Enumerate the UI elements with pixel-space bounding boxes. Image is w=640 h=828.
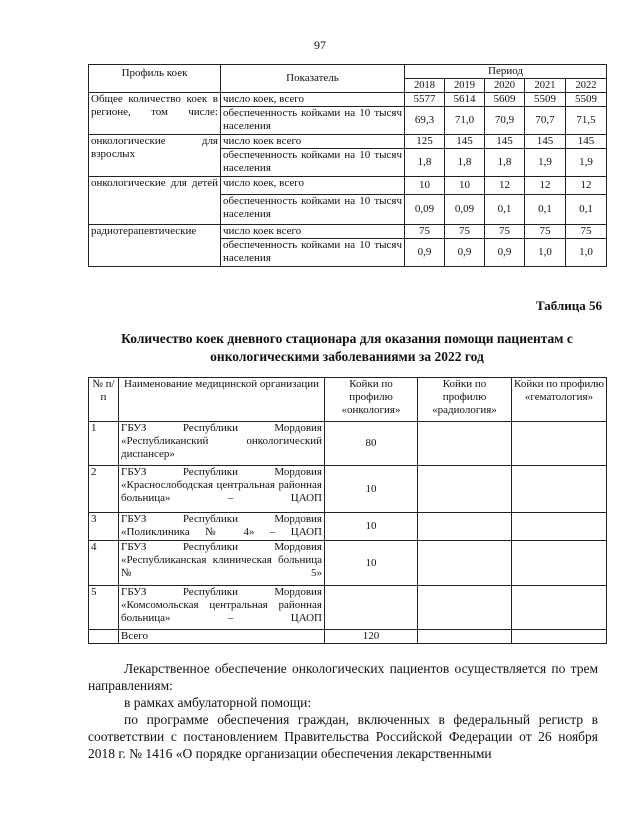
value-cell: 5509 (566, 93, 607, 107)
indicator-cell: число коек, всего (221, 177, 405, 195)
value-cell: 71,0 (445, 107, 485, 135)
value-cell: 69,3 (405, 107, 445, 135)
beds-profile-table (88, 64, 607, 267)
value-cell: 10 (405, 177, 445, 195)
hematology-beds (512, 541, 607, 586)
col-profile-header: Профиль коек (89, 65, 221, 93)
value-cell: 75 (445, 225, 485, 239)
col-number-header: № п/п (89, 378, 119, 422)
table-row (89, 135, 607, 149)
value-cell: 145 (445, 135, 485, 149)
value-cell: 125 (405, 135, 445, 149)
empty-cell (89, 630, 119, 644)
empty-cell (418, 630, 512, 644)
table-row (89, 422, 607, 466)
col-period-header: Период (405, 65, 607, 79)
total-row (89, 630, 607, 644)
value-cell: 0,9 (405, 239, 445, 267)
profile-cell: радиотерапевтические (89, 225, 221, 267)
value-cell: 75 (485, 225, 525, 239)
value-cell: 0,1 (525, 195, 566, 225)
year-header: 2020 (485, 79, 525, 93)
indicator-cell: число коек всего (221, 225, 405, 239)
organization-name: ГБУЗ Республики Мордовия «Республиканская клиническая больница № 5» (119, 541, 325, 586)
value-cell: 12 (485, 177, 525, 195)
year-header: 2022 (566, 79, 607, 93)
oncology-beds: 10 (325, 466, 418, 513)
value-cell: 145 (485, 135, 525, 149)
value-cell: 75 (405, 225, 445, 239)
value-cell: 1,8 (445, 149, 485, 177)
oncology-beds (325, 586, 418, 630)
row-number: 3 (89, 513, 119, 541)
value-cell: 0,9 (485, 239, 525, 267)
value-cell: 70,9 (485, 107, 525, 135)
table-row (89, 177, 607, 195)
value-cell: 0,1 (485, 195, 525, 225)
value-cell: 12 (525, 177, 566, 195)
value-cell: 0,09 (405, 195, 445, 225)
table-row (89, 541, 607, 586)
value-cell: 145 (566, 135, 607, 149)
value-cell: 10 (445, 177, 485, 195)
year-header: 2018 (405, 79, 445, 93)
organization-name: ГБУЗ Республики Мордовия «Республиканский онкологический диспансер» (119, 422, 325, 466)
value-cell: 0,9 (445, 239, 485, 267)
hematology-beds (512, 586, 607, 630)
value-cell: 1,8 (405, 149, 445, 177)
year-header: 2019 (445, 79, 485, 93)
paragraph: в рамках амбулаторной помощи: (124, 695, 312, 710)
year-header: 2021 (525, 79, 566, 93)
col-hematology-header: Койки по профилю «гематология» (512, 378, 607, 422)
empty-cell (512, 630, 607, 644)
value-cell: 70,7 (525, 107, 566, 135)
organization-name: ГБУЗ Республики Мордовия «Комсомольская центральная районная больница» – ЦАОП (119, 586, 325, 630)
hematology-beds (512, 422, 607, 466)
col-organization-header: Наименование медицинской организации (119, 378, 325, 422)
row-number: 5 (89, 586, 119, 630)
hematology-beds (512, 466, 607, 513)
radiology-beds (418, 513, 512, 541)
value-cell: 5609 (485, 93, 525, 107)
table-row (89, 513, 607, 541)
organization-name: ГБУЗ Республики Мордовия «Краснослободская центральная районная больница» – ЦАОП (119, 466, 325, 513)
indicator-cell: обеспеченность койками на 10 тысяч населения (221, 195, 405, 225)
row-number: 2 (89, 466, 119, 513)
indicator-cell: число коек, всего (221, 93, 405, 107)
col-indicator-header: Показатель (221, 65, 405, 93)
indicator-cell: число коек всего (221, 135, 405, 149)
page-number: 97 (314, 38, 326, 52)
value-cell: 1,0 (566, 239, 607, 267)
organization-name: ГБУЗ Республики Мордовия «Поликлиника № 4» – ЦАОП (119, 513, 325, 541)
row-number: 4 (89, 541, 119, 586)
paragraph: Лекарственное обеспечение онкологических пациентов осуществляется по трем направлениям: (88, 661, 598, 693)
value-cell: 1,9 (525, 149, 566, 177)
table-row (89, 225, 607, 239)
col-radiology-header: Койки по профилю «радиология» (418, 378, 512, 422)
radiology-beds (418, 466, 512, 513)
value-cell: 1,0 (525, 239, 566, 267)
oncology-beds: 10 (325, 513, 418, 541)
indicator-cell: обеспеченность койками на 10 тысяч населения (221, 107, 405, 135)
radiology-beds (418, 422, 512, 466)
value-cell: 75 (525, 225, 566, 239)
total-oncology-beds: 120 (325, 630, 418, 644)
value-cell: 75 (566, 225, 607, 239)
radiology-beds (418, 586, 512, 630)
total-label: Всего (119, 630, 325, 644)
value-cell: 5509 (525, 93, 566, 107)
table-row (89, 586, 607, 630)
value-cell: 0,09 (445, 195, 485, 225)
profile-cell: Общее количество коек в регионе, том числе: (89, 93, 221, 135)
table-row (89, 466, 607, 513)
radiology-beds (418, 541, 512, 586)
day-hospital-beds-table (88, 377, 607, 644)
value-cell: 1,8 (485, 149, 525, 177)
row-number: 1 (89, 422, 119, 466)
value-cell: 5577 (405, 93, 445, 107)
indicator-cell: обеспеченность койками на 10 тысяч населения (221, 149, 405, 177)
hematology-beds (512, 513, 607, 541)
value-cell: 71,5 (566, 107, 607, 135)
indicator-cell: обеспеченность койками на 10 тысяч населения (221, 239, 405, 267)
col-oncology-header: Койки по профилю «онкология» (325, 378, 418, 422)
profile-cell: онкологические для взрослых (89, 135, 221, 177)
value-cell: 145 (525, 135, 566, 149)
profile-cell: онкологические для детей (89, 177, 221, 225)
table-row (89, 93, 607, 107)
value-cell: 5614 (445, 93, 485, 107)
oncology-beds: 10 (325, 541, 418, 586)
table-title: Количество коек дневного стационара для оказания помощи пациентам с онкологическими заболеваниями за 2022 год (121, 331, 573, 364)
value-cell: 1,9 (566, 149, 607, 177)
oncology-beds: 80 (325, 422, 418, 466)
value-cell: 0,1 (566, 195, 607, 225)
paragraph: по программе обеспечения граждан, включенных в федеральный регистр в соответствии с постановлением Правительства Российской Федерации от 26 ноября 2018 г. № 1416 «О порядке организации обеспечения лекарственными (88, 712, 598, 761)
value-cell: 12 (566, 177, 607, 195)
table-caption: Таблица 56 (535, 298, 602, 313)
